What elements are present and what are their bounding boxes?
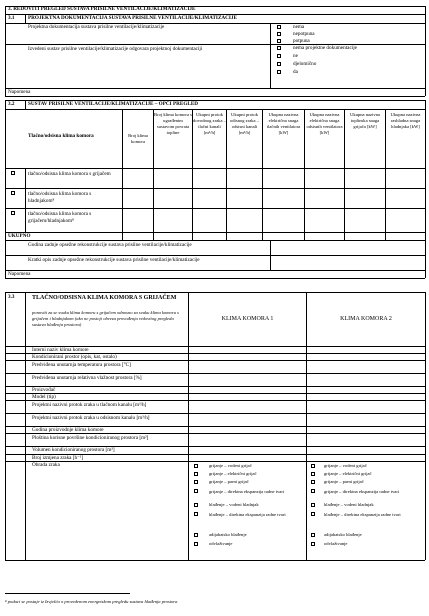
section-3-3-title: TLAČNO/ODSISNA KLIMA KOMORA S GRIJAČEM (32, 295, 177, 301)
checkbox-u1-dx-cooling[interactable] (194, 512, 198, 516)
checkbox-u1-steam-heater[interactable] (194, 480, 198, 484)
checkbox-u1-water-heater[interactable] (194, 464, 198, 468)
checkbox-doc-none[interactable] (277, 25, 281, 29)
option-label: da (293, 69, 298, 75)
col-header-count: Broj klima komora (128, 133, 148, 144)
checkbox-u1-adiabatic[interactable] (194, 533, 198, 537)
row-label: Interni naziv klima komore (32, 347, 89, 353)
checkbox-doc-incomplete[interactable] (277, 32, 281, 36)
row-label: Godina proizvodnje klima komore (32, 427, 104, 433)
col-header-supply-flow: Ukupni protok dovodnog zraka – tlačni kanali [m³/h] (193, 112, 226, 135)
row-label: Volumen kondicioniranog prostora [m³] (32, 447, 115, 453)
checkbox-doc-complete[interactable] (277, 39, 281, 43)
match-question: Izvedeni sustav prisilne ventilacije/klimatizacije odgovara projektnoj dokumentaciji (28, 46, 203, 52)
checkbox-u2-dx-heating[interactable] (311, 489, 315, 493)
section-3-1-title: PROJEKTNA DOKUMENTACIJA SUSTAVA PRISILNE VENTILACIJE/KLIMATIZACIJE (28, 15, 237, 21)
option-label: odvlaživanje (209, 541, 233, 546)
row-label: tlačno/odsisna klima komora s grijačem (28, 171, 111, 177)
option-label: grijanje – električni grijač (209, 471, 257, 476)
checkbox-u2-water-heater[interactable] (311, 464, 315, 468)
total-label: UKUPNO (8, 233, 31, 239)
section-3-3-number: 3.3 (8, 294, 15, 300)
checkbox-no[interactable] (277, 54, 281, 58)
section-3-3-instruction: ponoviti za se svaku klima komoru s grijačem odnosno za svaku klima komoru s grijačem i hladnjakom (ako ne postoji obveza provođenja redovitog pregleda sustava hlađenja prostora) (32, 310, 179, 328)
checkbox-u2-steam-heater[interactable] (311, 480, 315, 484)
row-label: Projektni nazivni protok zraka u tlačnom kanalu [m³/h] (32, 402, 147, 408)
row-label: tlačno/odsisna klima komora s grijačem/hladnjakom⁸ (28, 211, 92, 225)
option-label: hlađenje – direktna ekspanzija radne tvari (209, 512, 286, 517)
checkbox-u2-dx-cooling[interactable] (311, 512, 315, 516)
option-label: grijanje – direktna ekspanzija radne tvari (324, 489, 400, 494)
option-label: grijanje – parni grijač (209, 479, 249, 484)
col-header-exhaust-flow: Ukupni protok odisnog zraka – odsisni kanali [m³/h] (229, 112, 260, 135)
row-label: Predviđena unutarnja relativna vlažnost prostora [%] (32, 375, 142, 381)
checkbox-row-heater-cooler[interactable] (11, 211, 15, 215)
option-label: nema (293, 24, 305, 30)
checkbox-u1-electric-heater[interactable] (194, 472, 198, 476)
rebuild-year-label: Godina zadnje opsežne rekonstrukcije sustava prisilne ventilacije/klimatizacije (28, 242, 192, 248)
row-label: Kondicionirani prostor (opis, kat, ostalo) (32, 354, 117, 360)
option-label: grijanje – električni grijač (324, 471, 372, 476)
section-3-2-number: 3.2 (8, 101, 15, 107)
row-label: Predviđena unutarnja temperatura prostora [°C] (32, 362, 131, 368)
option-label: grijanje – direktna ekspanzija radne tvari (209, 489, 285, 494)
option-label: djelomično (293, 61, 317, 67)
option-label: hlađenje – vodeni hladnjak (324, 502, 374, 507)
checkbox-row-cooler[interactable] (11, 191, 15, 195)
checkbox-u2-adiabatic[interactable] (311, 533, 315, 537)
option-label: potpuna (293, 38, 310, 44)
checkbox-u1-water-cooler[interactable] (194, 503, 198, 507)
row-label: Projektni nazivni protok zraka u odsisnom kanalu [m³/h] (32, 415, 150, 421)
col-header-unit: Tlačno/odsisna klima komora (28, 133, 94, 139)
section-3-header: 3. REDOVITI PREGLED SUSTAVA PRISILNE VENTILACIJE/KLIMATIZACIJE (8, 6, 196, 12)
col-header-heater-power: Ukupna nazivna toplinska snaga grijača [kW] (350, 112, 380, 129)
row-label: Ploština korisne površine kondicioniranog prostora [m²] (32, 435, 149, 441)
rebuild-desc-label: Kratki opis zadnje opsežne rekonstrukcije sustava prisilne ventilacije/klimatizacije (28, 257, 200, 263)
col-header-unit-2: KLIMA KOMORA 2 (340, 316, 392, 322)
col-header-exhaust-fan-power: Ukupna nazivna električna snaga odsisnih ventilatora [kW] (306, 112, 343, 135)
footnote-separator (5, 593, 130, 594)
col-header-heat-recovery: Broj klima komora s ugrađenim sustavom povrata topline (154, 112, 192, 135)
checkbox-u2-dehumidification[interactable] (311, 542, 315, 546)
col-header-cooler-power: Ukupna nazivna rashladna snaga hladnjaka [kW] (390, 112, 421, 129)
option-label: adijabatsko hlađenje (209, 532, 247, 537)
row-label: Model (tip) (32, 394, 56, 400)
option-label: ne (293, 53, 298, 59)
option-label: grijanje – parni grijač (324, 479, 364, 484)
row-label: Obrada zraka (32, 462, 60, 468)
col-header-supply-fan-power: Ukupna nazivna električna snaga tlačnih ventilatora [kW] (266, 112, 301, 135)
option-label: hlađenje – vodeni hladnjak (209, 502, 259, 507)
note-label: Napomena (8, 271, 31, 277)
checkbox-u1-dehumidification[interactable] (194, 542, 198, 546)
checkbox-partial[interactable] (277, 62, 281, 66)
option-label: grijanje – vodeni grijač (209, 463, 252, 468)
note-label: Napomena (8, 89, 31, 95)
checkbox-u2-electric-heater[interactable] (311, 472, 315, 476)
option-label: adijabatsko hlađenje (324, 532, 362, 537)
option-label: nema projektne dokumentacije (293, 45, 357, 51)
section-3-2-title: SUSTAV PRISILNE VENTILACIJE/KLIMATIZACIJE – OPĆI PREGLED (28, 101, 199, 107)
option-label: nepotpuna (293, 31, 315, 37)
option-label: odvlaživanje (324, 541, 348, 546)
option-label: grijanje – vodeni grijač (324, 463, 367, 468)
row-label: Broj izmjena zraka [h⁻¹] (32, 455, 84, 461)
option-label: hlađenje – direktna ekspanzija radne tvari (324, 512, 401, 517)
checkbox-u1-dx-heating[interactable] (194, 489, 198, 493)
row-label: Proizvođač (32, 387, 56, 393)
doc-question: Projektna dokumentacija sustava prisilne ventilacije/klimatizacije (28, 24, 165, 30)
section-3-1-number: 3.1 (8, 15, 15, 21)
footnote: ⁸ podaci se postaje iz Izvješća o provedenom energetskom pregledu sustava hlađenja prostora (5, 599, 178, 604)
checkbox-row-heater[interactable] (11, 171, 15, 175)
col-header-unit-1: KLIMA KOMORA 1 (221, 316, 274, 322)
row-label: tlačno/odsisna klima komora s hladnjakom⁸ (28, 191, 92, 205)
checkbox-yes[interactable] (277, 70, 281, 74)
checkbox-u2-water-cooler[interactable] (311, 503, 315, 507)
checkbox-no-doc[interactable] (277, 46, 281, 50)
